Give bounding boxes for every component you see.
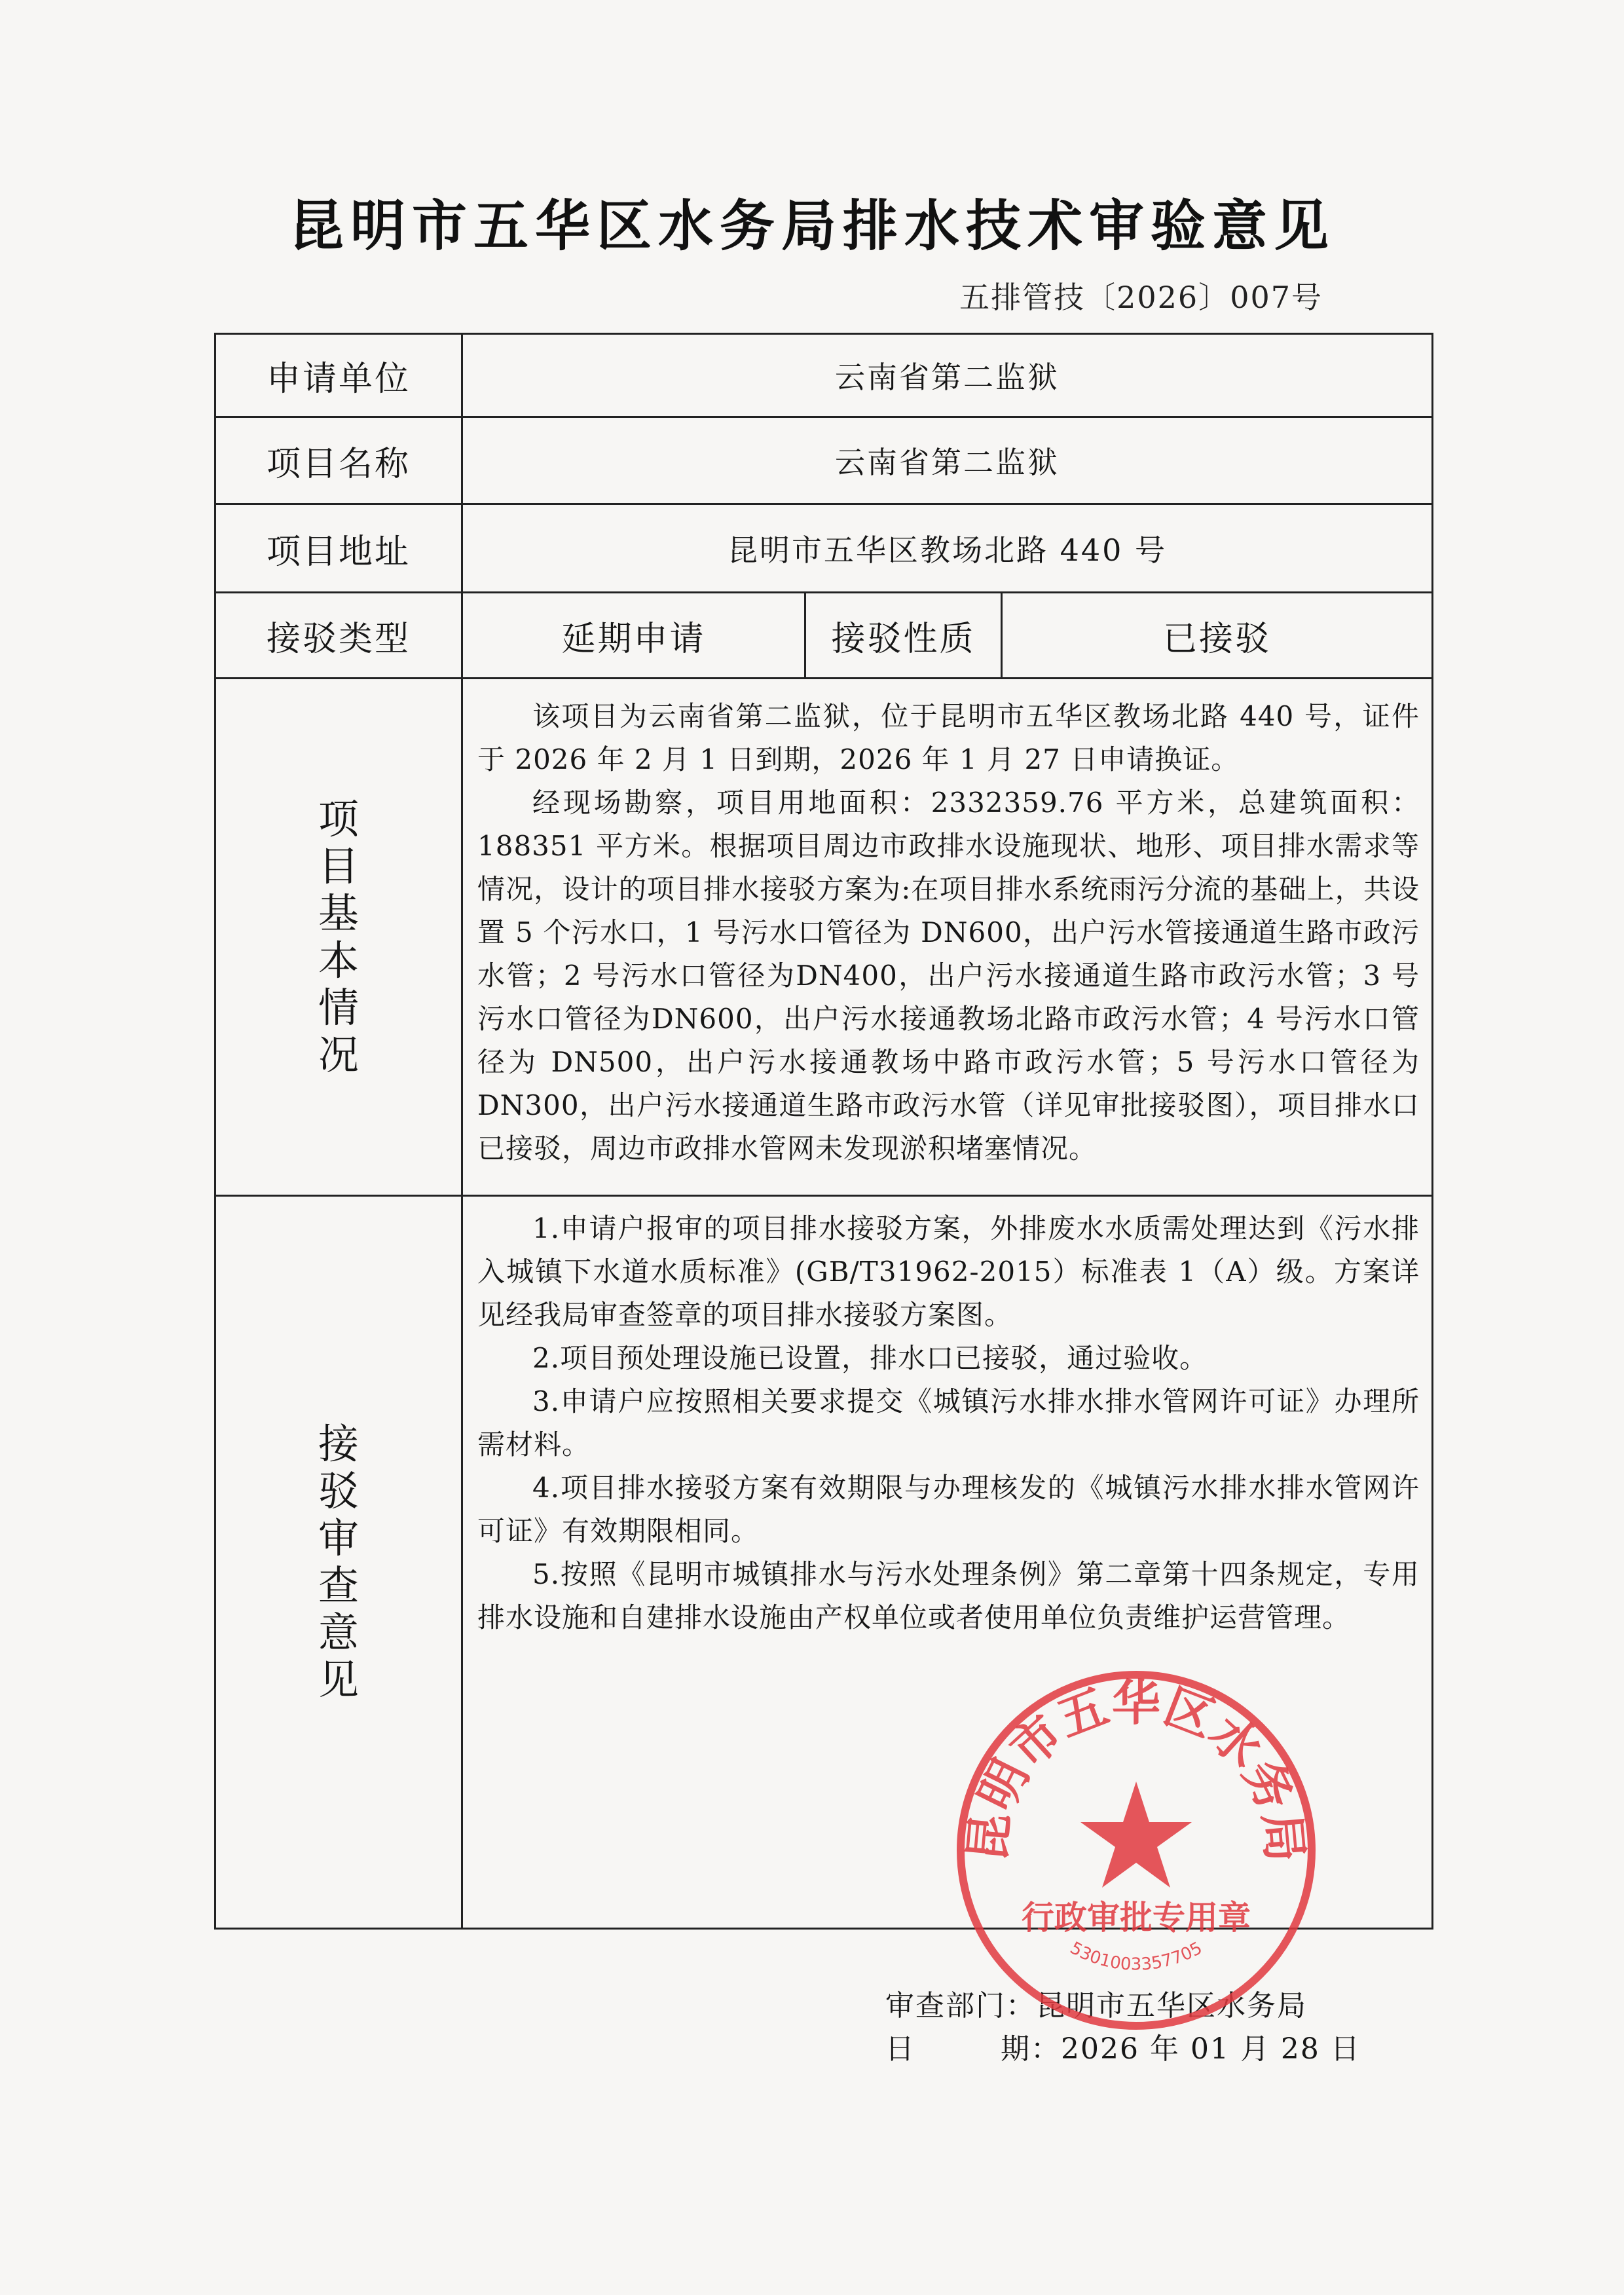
review-date-label-2: 期： — [1001, 2032, 1061, 2066]
seal-bottom-text: 行政审批专用章 — [1022, 1899, 1251, 1937]
basic-info-label — [215, 679, 462, 1196]
review-label-char: 驳 — [318, 1467, 359, 1515]
review-paragraph: 5.按照《昆明市城镇排水与污水处理条例》第二章第十四条规定，专用排水设施和自建排水设施由产权单位或者使用单位负责维护运营管理。 — [477, 1558, 1420, 1633]
review-department-label: 审查部门： — [885, 1989, 1036, 2023]
review-date-label-1: 日 — [885, 2032, 915, 2066]
seal-ring-text: 昆明市五华区水务局 — [959, 1675, 1314, 1865]
seal-serial: 5301003357705 — [1067, 1938, 1206, 1975]
connection-nature-label: 接驳性质 — [805, 593, 1002, 679]
basic-info-label-char: 本 — [318, 936, 359, 984]
review-paragraph: 2.项目预处理设施已设置，排水口已接驳，通过验收。 — [532, 1342, 1208, 1374]
review-label-char: 意 — [318, 1609, 359, 1656]
review-department-value: 昆明市五华区水务局 — [1036, 1989, 1307, 2023]
row-project-address — [215, 504, 1433, 593]
official-seal-stamp — [950, 1664, 1323, 2037]
review-date-value: 2026 年 01 月 28 日 — [1061, 2032, 1361, 2066]
review-label — [215, 1196, 462, 1929]
basic-info-label-char: 目 — [318, 842, 359, 890]
document-number: 五排管技〔2026〕007号 — [959, 280, 1323, 315]
basic-info-label-char: 项 — [318, 794, 359, 843]
project-address-value: 昆明市五华区教场北路 440 号 — [462, 504, 1433, 593]
basic-info-paragraph: 该项目为云南省第二监狱，位于昆明市五华区教场北路 440 号，证件于 2026 年 2 月 1 日到期，2026 年 1 月 27 日申请换证。 — [477, 700, 1420, 775]
basic-info-label-char: 基 — [318, 889, 359, 937]
basic-info-content — [462, 679, 1433, 1196]
review-label-char: 审 — [318, 1514, 359, 1562]
review-paragraph: 3.申请户应按照相关要求提交《城镇污水排水排水管网许可证》办理所需材料。 — [477, 1385, 1420, 1461]
row-applicant — [215, 334, 1433, 417]
review-paragraph: 4.项目排水接驳方案有效期限与办理核发的《城镇污水排水排水管网许可证》有效期限相同。 — [477, 1472, 1420, 1547]
basic-info-paragraph: 经现场勘察，项目用地面积：2332359.76 平方米，总建筑面积：188351 平方米。根据项目周边市政排水设施现状、地形、项目排水需求等情况，设计的项目排水接驳方案为:在项目排水系统雨污分流的基础上，共设置 5 个污水口，1 号污水口管径为 DN600，出户污水管接通道生路市政污水管；2 号污水口管径为DN400，出户污水接通道生路市政污水管；3 号污水口管径为DN600，出户污水接通教场北路市政污水管；4 号污水口管径为 DN500，出户污水接通教场中路市政污水管；5 号污水口管径为 DN300，出户污水接通道生路市政污水管（详见审批接驳图），项目排水口已接驳，周边市政排水管网未发现淤积堵塞情况。 — [477, 787, 1420, 1165]
applicant-value: 云南省第二监狱 — [462, 334, 1433, 417]
review-paragraph: 1.申请户报审的项目排水接驳方案，外排废水水质需处理达到《污水排入城镇下水道水质标准》(GB/T31962-2015）标准表 1（A）级。方案详见经我局审查签章的项目排水接驳方案图。 — [477, 1212, 1420, 1331]
row-basic-info — [215, 679, 1433, 1196]
row-connection — [215, 593, 1433, 679]
project-address-label: 项目地址 — [215, 504, 462, 593]
basic-info-label-char: 况 — [318, 1030, 359, 1079]
review-label-char: 接 — [318, 1420, 359, 1468]
applicant-label: 申请单位 — [215, 334, 462, 417]
project-name-value: 云南省第二监狱 — [462, 417, 1433, 504]
project-name-label: 项目名称 — [215, 417, 462, 504]
row-project-name — [215, 417, 1433, 504]
review-label-char: 查 — [318, 1561, 359, 1609]
review-label-char: 见 — [318, 1656, 359, 1704]
basic-info-label-char: 情 — [318, 983, 359, 1032]
connection-nature-value: 已接驳 — [1002, 593, 1433, 679]
document-title: 昆明市五华区水务局排水技术审验意见 — [288, 194, 1335, 258]
connection-type-value: 延期申请 — [462, 593, 805, 679]
connection-type-label: 接驳类型 — [215, 593, 462, 679]
star-icon — [1080, 1782, 1192, 1888]
